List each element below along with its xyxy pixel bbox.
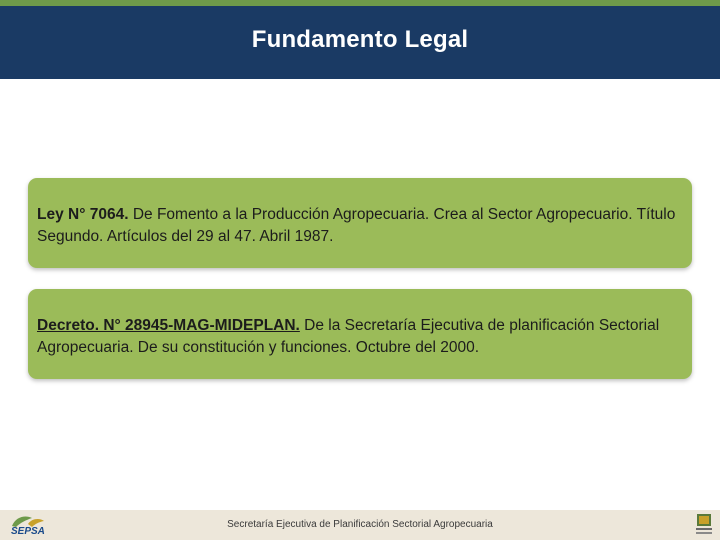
sepsa-logo: [8, 512, 54, 538]
slide-footer: [0, 510, 720, 540]
legal-item-body: De Fomento a la Producción Agropecuaria. Crea al Sector Agropecuario. Título Segundo. Artículos del 29 al 47. Abril 1987.: [37, 206, 676, 245]
sepsa-logo-text: SEPSA: [11, 526, 45, 537]
slide-title: Fundamento Legal: [251, 25, 469, 53]
footer-text: Secretaría Ejecutiva de Planificación Sectorial Agropecuaria: [227, 519, 493, 530]
legal-item-decreto-28945: [28, 289, 692, 379]
legal-item-title: Ley N° 7064.: [37, 206, 129, 223]
legal-item-ley-7064: [28, 178, 692, 268]
legal-item-title: Decreto. N° 28945-MAG-MIDEPLAN.: [37, 317, 300, 334]
ministry-crest-icon: [694, 513, 714, 537]
slide-header: [0, 6, 720, 79]
legal-item-body: De la Secretaría Ejecutiva de planificación Sectorial Agropecuaria. De su constitución y funciones. Octubre del 2000.: [37, 317, 660, 356]
